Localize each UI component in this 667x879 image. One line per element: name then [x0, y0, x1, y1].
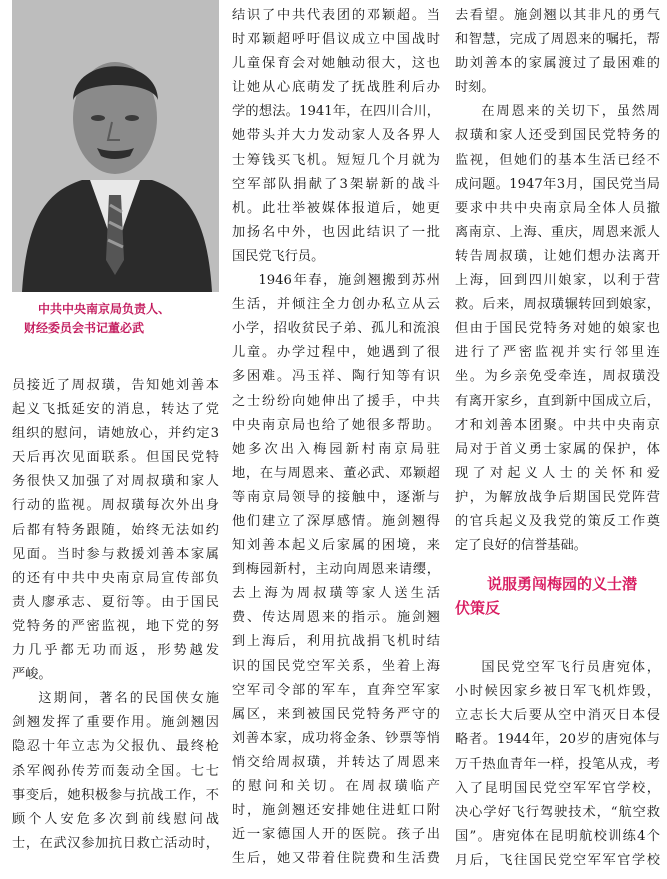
text-line: 时刻。 — [455, 80, 495, 96]
text-line: 事变后，她积极参与抗战工作，不 — [12, 787, 219, 803]
text-line: 才和刘善本团聚。中共中央南京 — [455, 417, 660, 433]
text-line: 入了昆明国民党空军军官学校， — [455, 780, 660, 796]
text-line: 转告周叔璜，让她们想办法离开 — [455, 248, 660, 264]
text-line: 天后再次见面联系。但国民党特 — [12, 450, 219, 466]
portrait-photo — [12, 0, 219, 292]
caption-line-1: 中共中央南京局负责人、 — [38, 302, 171, 316]
text-line: 国民党空军飞行员唐宛体， — [481, 660, 660, 676]
text-line: 组织的慰问，请她放心，并约定3 — [12, 426, 219, 442]
text-line: 结识了中共代表团的邓颖超。当 — [232, 8, 440, 23]
text-line: 1946年春，施剑翘搬到苏州 — [258, 273, 440, 289]
text-line: 她带头并大力发动家人及各界人 — [232, 128, 440, 144]
text-line: 空军司令部的军车，直奔空军家 — [232, 682, 440, 698]
text-line: 顾个人安危多次到前线慰问战 — [12, 811, 219, 827]
text-line: 知刘善本起义后家属的困境，来 — [232, 538, 440, 554]
text-line: 儿童。办学过程中，她遇到了很 — [232, 345, 440, 361]
text-line: 杀军阀孙传芳而轰动全国。七七 — [12, 763, 219, 779]
text-line: 成问题。1947年3月，国民党当局 — [455, 176, 660, 192]
text-line: 让她从心底萌发了抚战胜利后办 — [232, 80, 440, 96]
text-line: 行动的监视。周叔璜每次外出身 — [12, 498, 219, 514]
photo-caption — [24, 300, 219, 338]
portrait-illustration — [12, 0, 219, 292]
text-line: 监视，但她们的基本生活已经不 — [455, 152, 660, 168]
text-line: 护，为解放战争后期国民党阵营 — [455, 489, 660, 505]
text-line: 去上海为周叔璜等家人送生活 — [232, 586, 440, 602]
text-line: 救。后来，周叔璜辗转回到娘家， — [455, 297, 660, 313]
text-line: 现了对起义人士的关怀和爱 — [455, 465, 660, 481]
text-line: 时邓颖超呼吁倡议成立中国战时 — [232, 32, 440, 48]
text-line: 决心学好飞行驾驶技术，“航空救 — [455, 804, 660, 820]
text-line: 国民党飞行员。 — [232, 248, 325, 264]
text-line: 要求中共中央南京局全体人员撤 — [455, 200, 660, 216]
text-line: 这期间，著名的民国侠女施 — [38, 691, 219, 707]
text-line: 地，在与周恩来、董必武、邓颖超 — [232, 465, 440, 481]
text-line: 刘善本家，成功将金条、钞票等悄 — [232, 730, 440, 746]
text-line: 的还有中共中央南京局宣传部负 — [12, 570, 219, 586]
text-line: 的慰问和关切。在周叔璜临产 — [232, 779, 440, 794]
text-line: 起义飞抵延安的消息，转达了党 — [12, 402, 219, 418]
text-line: 叔璜和家人还受到国民党特务的 — [455, 128, 660, 144]
text-line: 严峻。 — [12, 667, 52, 683]
text-line: 剑翘发挥了重要作用。施剑翘因 — [12, 715, 219, 731]
text-line: 学的想法。1941年，在四川合川， — [232, 104, 440, 120]
text-line: 儿童保育会对她触动很大，这也 — [232, 56, 440, 72]
text-line: 月后，飞往国民党空军军官学校 — [455, 852, 660, 868]
text-line: 识的国民党空军关系，坐着上海 — [232, 658, 440, 674]
text-line: 后都有特务跟随，始终无法如约 — [12, 522, 219, 538]
text-line: 加扬名中外，也因此结识了一批 — [232, 224, 440, 240]
text-line: 她多次出入梅园新村南京局驻 — [232, 441, 440, 457]
text-line: 等南京局领导的接触中，逐渐与 — [232, 489, 440, 505]
text-line: 机。此壮举被媒体报道后，她更 — [232, 200, 440, 216]
text-line: 坐。为乡亲免受牵连，周叔璜没 — [455, 369, 660, 385]
text-line: 时，施剑翘还安排她住进虹口附 — [232, 803, 440, 819]
text-line: 进行了严密监视并实行邻里连 — [455, 345, 660, 361]
column-right — [455, 0, 660, 873]
text-line: 空军部队捐献了3架崭新的战斗 — [232, 176, 440, 192]
caption-line-2: 财经委员会书记董必武 — [24, 321, 145, 335]
text-line: 中央南京局也给了她很多帮助。 — [232, 417, 440, 433]
text-line: 离南京、上海、重庆，周恩来派人 — [455, 224, 660, 240]
text-line: 士，在武汉参加抗日救亡活动时， — [12, 835, 219, 851]
text-line: 但由于国民党特务对她的娘家也 — [455, 321, 660, 337]
text-line: 党特务的严密监视，地下党的努 — [12, 618, 219, 634]
text-line: 到上海后，利用抗战捐飞机时结 — [232, 634, 440, 650]
section-heading-line-2: 伏策反 — [455, 599, 501, 618]
column-middle-text — [232, 4, 440, 871]
text-line: 属区，来到被国民党特务严守的 — [232, 706, 440, 722]
text-line: 见面。当时参与救援刘善本家属 — [12, 546, 219, 562]
text-line: 隐忍十年立志为父报仇、最终枪 — [12, 739, 219, 755]
column-left-text — [12, 374, 219, 856]
text-line: 员接近了周叔璜，告知她刘善本 — [12, 378, 219, 393]
text-line: 局对于首义勇士家属的保护，体 — [455, 441, 660, 457]
text-line: 的官兵起义及我党的策反工作奠 — [455, 513, 660, 529]
text-line: 万千热血青年一样，投笔从戎，考 — [455, 756, 660, 772]
text-line: 费、传达周恩来的指示。施剑翘 — [232, 610, 440, 626]
text-line: 国”。唐宛体在昆明航校训练4个 — [455, 828, 660, 844]
column-middle — [232, 0, 440, 871]
text-line: 之士纷纷向她伸出了援手，中共 — [232, 393, 440, 409]
text-line: 和智慧，完成了周恩来的嘱托，帮 — [455, 32, 660, 48]
text-line: 悄交给周叔璜，并转达了周恩来 — [232, 754, 440, 770]
text-line: 近一家德国人开的医院。孩子出 — [232, 827, 440, 843]
text-line: 去看望。施剑翘以其非凡的勇气 — [455, 8, 660, 23]
text-line: 士筹钱买飞机。短短几个月就为 — [232, 152, 440, 168]
section-heading-line-1: 说服勇闯梅园的义士潜 — [487, 575, 638, 594]
text-line: 到梅园新村，主动向周恩来请缨， — [232, 562, 440, 578]
text-line: 生后，她又带着住院费和生活费 — [232, 851, 440, 867]
column-right-text-bottom — [455, 656, 660, 873]
text-line: 他们建立了深厚感情。施剑翘得 — [232, 513, 440, 529]
text-line: 小时候因家乡被日军飞机炸毁， — [455, 684, 660, 700]
text-line: 责人廖承志、夏衍等。由于国民 — [12, 594, 219, 610]
text-line: 定了良好的信誉基础。 — [455, 538, 587, 554]
column-right-text-top — [455, 4, 660, 558]
section-heading — [455, 572, 660, 620]
text-line: 立志长大后要从空中消灭日本侵 — [455, 708, 660, 724]
text-line: 多困难。冯玉祥、陶行知等有识 — [232, 369, 440, 385]
text-line: 小学，招收贫民子弟、孤儿和流浪 — [232, 321, 440, 337]
text-line: 在周恩来的关切下，虽然周 — [481, 104, 660, 120]
text-line: 力几乎都无功而返，形势越发 — [12, 643, 219, 659]
text-line: 上海，回到四川娘家，以利于营 — [455, 273, 660, 289]
text-line: 助刘善本的家属渡过了最困难的 — [455, 56, 660, 72]
text-line: 有离开家乡，直到新中国成立后， — [455, 393, 660, 409]
text-line: 略者。1944年，20岁的唐宛体与 — [455, 732, 660, 748]
column-left — [12, 0, 219, 856]
text-line: 生活，并倾注全力创办私立从云 — [232, 297, 440, 313]
text-line: 务很快又加强了对周叔璜和家人 — [12, 474, 219, 490]
